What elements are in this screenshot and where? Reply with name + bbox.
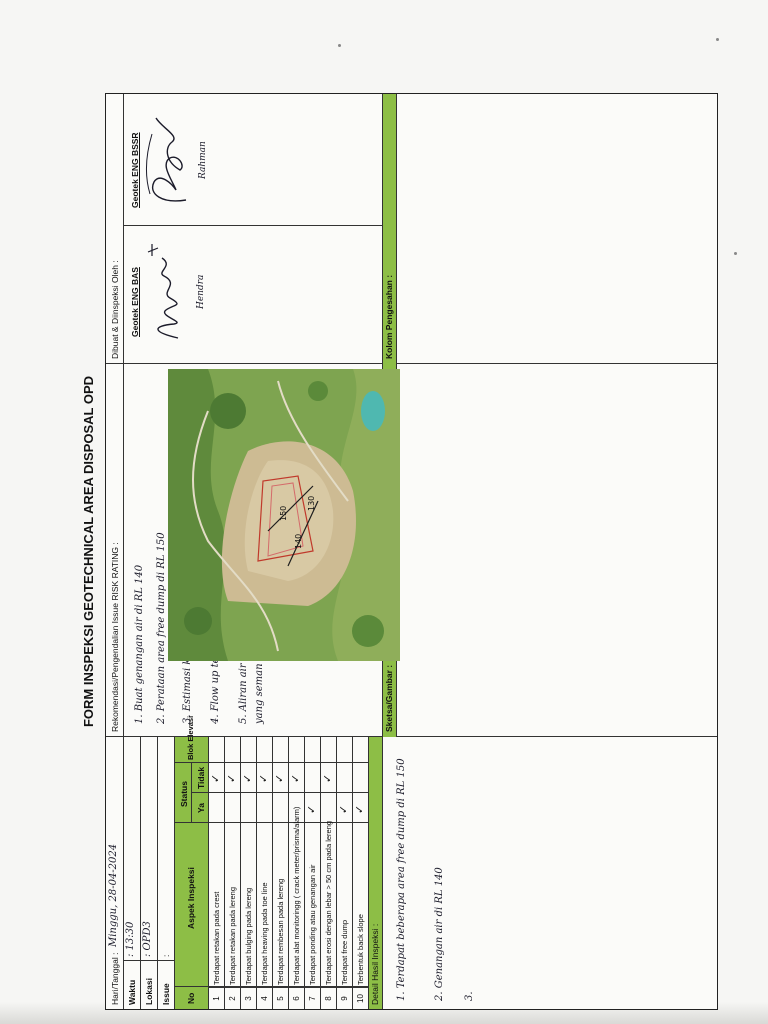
scan-speck — [734, 252, 737, 255]
time-value: : 13:30 — [125, 921, 136, 957]
table-row — [208, 737, 224, 1009]
col-status: Status — [179, 781, 189, 807]
row-aspect: Terdapat retakan pada crest — [212, 891, 221, 985]
table-row — [288, 737, 304, 1009]
inspector-name-1: Hendra — [196, 274, 206, 309]
form-frame — [105, 93, 718, 1010]
form-title: FORM INSPEKSI GEOTECHNICAL AREA DISPOSAL OPD — [81, 375, 96, 728]
table-row — [336, 737, 352, 1009]
aerial-map-image — [168, 369, 400, 661]
signature-2 — [142, 104, 198, 214]
check-tidak: ✓ — [257, 773, 270, 783]
col-tidak: Tidak — [196, 766, 206, 789]
inspector-team-1: Geotek ENG BAS — [130, 267, 140, 337]
inspection-form — [73, 93, 718, 1010]
location-value: : OPD3 — [142, 921, 153, 957]
row-number: 4 — [257, 987, 272, 1009]
check-tidak: ✓ — [289, 773, 302, 783]
map-tag: 150 — [279, 505, 288, 521]
row-aspect: Terdapat ponding atau genangan air — [308, 864, 317, 985]
detail-label: Detail Hasil Inspeksi : — [370, 923, 380, 1005]
table-row — [240, 737, 256, 1009]
row-number: 1 — [209, 987, 224, 1009]
scan-speck — [338, 44, 341, 47]
row-number: 3 — [241, 987, 256, 1009]
inspector-label: Dibuat & Diinspeksi Oleh : — [110, 260, 120, 359]
date-label: Hari/Tanggal : — [110, 952, 120, 1005]
row-aspect: Terdapat bulging pada lereng — [244, 887, 253, 985]
row-number: 9 — [337, 987, 352, 1009]
row-aspect: Terdapat free dump — [340, 919, 349, 985]
inspector-name-2: Rahman — [198, 141, 208, 179]
col-blok: Blok Elevasi — [186, 715, 195, 760]
detail-item-1: 1. Terdapat beberapa area free dump di RL 150 — [396, 758, 407, 1001]
row-aspect: Terdapat rembesan pada lereng — [276, 878, 285, 985]
row-number: 6 — [289, 987, 304, 1009]
scan-speck — [716, 38, 719, 41]
check-tidak: ✓ — [241, 773, 254, 783]
detail-item-2: 2. Genangan air di RL 140 — [434, 867, 445, 1001]
check-tidak: ✓ — [209, 773, 222, 783]
map-tag: 130 — [307, 495, 316, 511]
row-number: 5 — [273, 987, 288, 1009]
row-aspect: Terdapat heaving pada toe line — [260, 882, 269, 985]
recommendation-item-2: 2. Perataan area free dump di RL 150 — [156, 532, 167, 724]
sketch-label: Sketsa/Gambar : — [384, 664, 394, 732]
check-tidak: ✓ — [321, 773, 334, 783]
recommendation-item-5: 5. Aliran air yang seman — [238, 663, 265, 724]
issue-label: Issue — [161, 983, 171, 1005]
row-number: 2 — [225, 987, 240, 1009]
table-row — [304, 737, 320, 1009]
col-no: No — [186, 992, 196, 1004]
row-aspect: Terdapat erosi dengan lebar > 50 cm pada lereng — [324, 820, 333, 985]
row-number: 10 — [353, 987, 368, 1009]
col-aspect: Aspek Inspeksi — [186, 867, 196, 929]
approval-label: Kolom Pengesahan : — [384, 274, 394, 359]
table-row — [272, 737, 288, 1009]
col-ya: Ya — [196, 803, 206, 813]
time-label: Waktu — [127, 979, 137, 1005]
issue-value: : — [161, 954, 171, 957]
table-row — [256, 737, 272, 1009]
signature-1 — [144, 234, 194, 344]
check-tidak: ✓ — [225, 773, 238, 783]
check-ya: ✓ — [337, 804, 350, 814]
table-row — [320, 737, 336, 1009]
map-tag: 140 — [294, 533, 303, 549]
row-aspect: Terbentuk back slope — [356, 914, 365, 985]
table-row — [352, 737, 368, 1009]
row-number: 8 — [321, 987, 336, 1009]
location-label: Lokasi — [144, 978, 154, 1005]
check-tidak: ✓ — [273, 773, 286, 783]
check-ya: ✓ — [305, 804, 318, 814]
row-aspect: Terdapat retakan pada lereng — [228, 887, 237, 985]
recommendation-item-1: 1. Buat genangan air di RL 140 — [134, 564, 145, 724]
table-row — [224, 737, 240, 1009]
recommendation-label: Rekomendasi/Pengendalian Issue RISK RATING : — [110, 542, 120, 732]
inspector-team-2: Geotek ENG BSSR — [130, 132, 140, 208]
check-ya: ✓ — [353, 804, 366, 814]
row-number: 7 — [305, 987, 320, 1009]
date-value: Minggu, 28-04-2024 — [108, 843, 119, 947]
row-aspect: Terdapat alat monitoringg ( crack meter/prisma/alarm) — [292, 806, 301, 985]
detail-item-3: 3. — [464, 991, 475, 1001]
